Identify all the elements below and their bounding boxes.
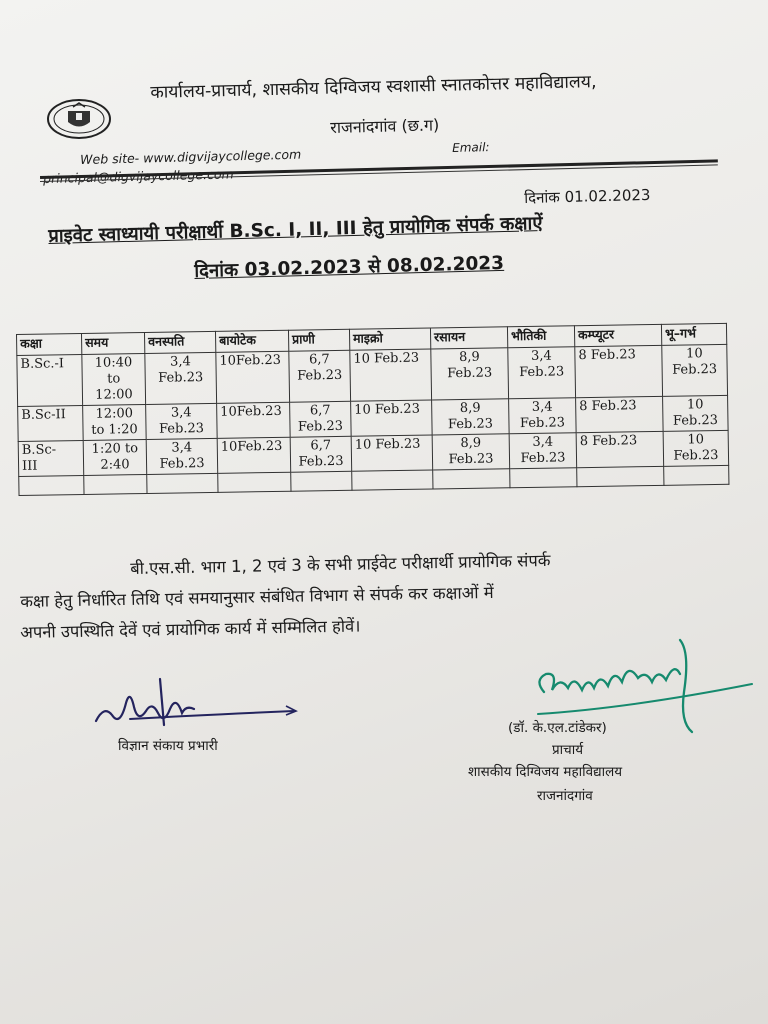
header-cell: प्राणी xyxy=(288,329,349,351)
table-cell: 8,9 Feb.23 xyxy=(432,434,510,470)
principal-email: principal@digvijaycollege.com xyxy=(43,166,234,186)
table-cell xyxy=(510,468,577,488)
table-cell: B.Sc.-I xyxy=(17,354,83,406)
header-cell: बायोटेक xyxy=(215,330,288,352)
table-cell: 10 Feb.23 xyxy=(663,430,729,466)
notice-title: प्राइवेट स्वाध्यायी परीक्षार्थी B.Sc. I, II, III हेतु प्रायोगिक संपर्क कक्षाऐं xyxy=(48,213,543,247)
table-cell: 8,9 Feb.23 xyxy=(431,348,509,400)
table-cell: 3,4 Feb.23 xyxy=(146,438,218,474)
table-cell: 10Feb.23 xyxy=(217,402,291,438)
principal-name: (डॉ. के.एल.टांडेकर) xyxy=(508,720,607,736)
issue-date: दिनांक 01.02.2023 xyxy=(524,185,651,207)
table-cell xyxy=(664,465,729,485)
table-cell: 10 Feb.23 xyxy=(350,349,432,401)
header-cell: माइक्रो xyxy=(349,328,430,350)
schedule-table-wrap xyxy=(16,323,729,496)
email-label: Email: xyxy=(452,140,490,155)
table-cell: 10 Feb.23 xyxy=(662,344,728,396)
table-cell: 10 Feb.23 xyxy=(663,395,729,431)
instruction-line-2: कक्षा हेतु निर्धारित तिथि एवं समयानुसार संबंधित विभाग से संपर्क कर कक्षाओं में xyxy=(20,582,494,611)
college-city: राजनांदगांव xyxy=(537,788,593,804)
table-cell: 6,7 Feb.23 xyxy=(290,436,352,472)
table-cell xyxy=(291,471,352,491)
header-cell: भू–गर्भ xyxy=(661,323,726,345)
instruction-line-1: बी.एस.सी. भाग 1, 2 एवं 3 के सभी प्राईवेट परीक्षार्थी प्रायोगिक संपर्क xyxy=(130,550,551,578)
table-cell: 12:00 to 1:20 xyxy=(83,404,147,440)
table-cell: 3,4 Feb.23 xyxy=(508,347,576,399)
instruction-line-3: अपनी उपस्थिति देवें एवं प्रायोगिक कार्य में सम्मिलित होवें। xyxy=(20,616,361,642)
table-cell: 1:20 to 2:40 xyxy=(83,439,147,475)
table-cell: 10Feb.23 xyxy=(217,437,291,473)
header-cell: कक्षा xyxy=(17,333,82,355)
college-name: शासकीय दिग्विजय महाविद्यालय xyxy=(468,764,623,780)
header-cell: वनस्पति xyxy=(144,331,215,353)
website-text: Web site- www.digvijaycollege.com xyxy=(80,146,302,167)
table-cell: 3,4 Feb.23 xyxy=(145,352,217,404)
table-cell xyxy=(433,469,510,489)
table-cell: 10 Feb.23 xyxy=(351,400,433,436)
principal-title: प्राचार्य xyxy=(552,742,584,758)
table-cell: 10Feb.23 xyxy=(216,351,290,403)
table-cell: 8 Feb.23 xyxy=(576,396,664,432)
schedule-table xyxy=(16,323,729,496)
table-cell xyxy=(577,466,664,486)
table-cell xyxy=(84,474,147,494)
table-cell: 8,9 Feb.23 xyxy=(432,399,510,435)
table-cell: 8 Feb.23 xyxy=(576,431,664,467)
header-cell: समय xyxy=(81,332,144,354)
incharge-signature xyxy=(90,675,310,745)
table-cell xyxy=(218,472,291,492)
table-cell: 3,4 Feb.23 xyxy=(146,403,218,439)
table-cell: B.Sc-II xyxy=(18,405,84,441)
notice-date-range: दिनांक 03.02.2023 से 08.02.2023 xyxy=(194,252,505,282)
table-cell xyxy=(19,475,84,495)
table-cell xyxy=(352,470,433,490)
table-cell: 6,7 Feb.23 xyxy=(289,350,351,402)
incharge-title: विज्ञान संकाय प्रभारी xyxy=(118,738,218,754)
header-cell: कम्प्यूटर xyxy=(574,324,661,346)
office-heading: कार्यालय-प्राचार्य, शासकीय दिग्विजय स्वशासी स्नातकोत्तर महाविद्यालय, xyxy=(150,72,597,103)
table-cell: 6,7 Feb.23 xyxy=(290,401,352,437)
college-emblem-logo xyxy=(46,98,112,140)
table-cell: 10 Feb.23 xyxy=(351,435,433,471)
table-cell: 3,4 Feb.23 xyxy=(509,433,577,469)
table-cell: 8 Feb.23 xyxy=(575,345,663,397)
table-cell: B.Sc- III xyxy=(18,440,84,476)
header-cell: रसायन xyxy=(430,327,507,349)
header-cell: भौतिकी xyxy=(507,326,574,348)
office-city: राजनांदगांव (छ.ग) xyxy=(330,115,440,137)
table-cell: 10:40 to 12:00 xyxy=(82,353,146,405)
table-cell: 3,4 Feb.23 xyxy=(509,398,577,434)
table-cell xyxy=(147,473,218,493)
